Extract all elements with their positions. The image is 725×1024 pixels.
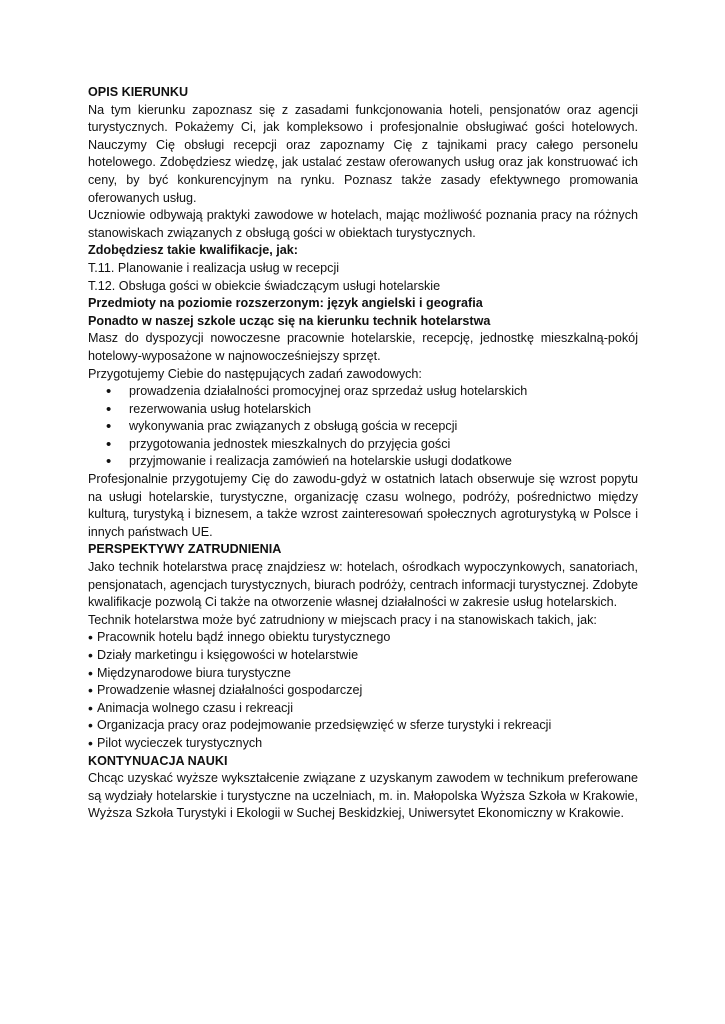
list-item: • przygotowania jednostek mieszkalnych do przyjęcia gości [88,436,638,454]
tasks-list [88,383,638,471]
continuation-paragraph: Chcąc uzyskać wyższe wykształcenie związane z uzyskanym zawodem w technikum preferowane są wydziały hotelarskie i turystyczne na uczelniach, m. in. Małopolska Wyższa Szkoła w Krakowie, Wyższa Szkoła Turystyki i Ekologii w Suchej Beskidzkiej, Uniwersytet Ekonomiczny w Krakowie. [88,771,638,821]
document-page [88,84,638,823]
section-heading-perspektywy: PERSPEKTYWY ZATRUDNIENIA [88,542,282,557]
description-paragraph: Na tym kierunku zapoznasz się z zasadami funkcjonowania hoteli, pensjonatów oraz agencji turystycznych. Pokażemy Ci, jak kompleksowo i profesjonalnie obsługiwać gości hotelowych. Nauczymy Cię obsługi recepcji oraz zapoznamy Cię z tajnikami pracy całego personelu hotelowego. Zdobędziesz wiedzę, jak ustalać zestaw oferowanych usług oraz jak konstruować ich ceny, by być konkurencyjnym na rynku. Poznasz także zasady efektywnego promowania oferowanych usług. [88,102,638,205]
tasks-intro: Przygotujemy Ciebie do następujących zadań zawodowych: [88,366,422,381]
list-item: • Prowadzenie własnej działalności gospodarczej [88,682,638,700]
list-item: • prowadzenia działalności promocyjnej oraz sprzedaż usług hotelarskich [88,383,638,401]
list-item: • Animacja wolnego czasu i rekreacji [88,700,638,718]
qualifications-heading: Zdobędziesz takie kwalifikacje, jak: [88,243,298,258]
employment-paragraph: Jako technik hotelarstwa pracę znajdziesz w: hotelach, ośrodkach wypoczynkowych, sanatoriach, pensjonatach, agencjach turystycznych, biurach podróży, centrach informacji turystycznej. Zdobyte kwalifikacje pozwolą Ci także na otworzenie własnej działalności w zakresie usług hotelarskich. [88,560,638,610]
list-item: • przyjmowanie i realizacja zamówień na hotelarskie usługi dodatkowe [88,453,638,471]
list-item: • Pracownik hotelu bądź innego obiektu turystycznego [88,629,638,647]
moreover-heading: Ponadto w naszej szkole ucząc się na kierunku technik hotelarstwa [88,313,491,328]
list-item: • Międzynarodowe biura turystyczne [88,665,638,683]
list-item: • Organizacja pracy oraz podejmowanie przedsięwzięć w sferze turystyki i rekreacji [88,717,638,735]
internship-paragraph: Uczniowie odbywają praktyki zawodowe w hotelach, mając możliwość poznania pracy na różnych stanowiskach związanych z obsługą gości w obiektach turystycznych. [88,208,638,240]
list-item: • Pilot wycieczek turystycznych [88,735,638,753]
list-item: • rezerwowania usług hotelarskich [88,401,638,419]
list-item: • wykonywania prac związanych z obsługą gościa w recepcji [88,418,638,436]
list-item: • Działy marketingu i księgowości w hotelarstwie [88,647,638,665]
qualification-t11: T.11. Planowanie i realizacja usług w recepcji [88,260,340,275]
section-heading-opis-kierunku: OPIS KIERUNKU [88,85,189,99]
positions-intro: Technik hotelarstwa może być zatrudniony w miejscach pracy i na stanowiskach takich, jak: [88,612,597,627]
qualification-t12: T.12. Obsługa gości w obiekcie świadczącym usługi hotelarskie [88,278,441,293]
demand-paragraph: Profesjonalnie przygotujemy Cię do zawodu-gdyż w ostatnich latach obserwuje się wzrost popytu na usługi hotelarskie, turystyczne, organizację czasu wolnego, podróży, pośrednictwo między kulturą, turystyką i biznesem, a także wzrost zainteresowań społecznych agroturystyką w Polsce i innych państwach UE. [88,472,638,539]
facilities-paragraph: Masz do dyspozycji nowoczesne pracownie hotelarskie, recepcję, jednostkę mieszkalną-pokój hotelowy-wyposażone w najnowocześniejszy sprzęt. [88,331,638,363]
positions-list [88,629,638,752]
section-heading-kontynuacja: KONTYNUACJA NAUKI [88,753,228,768]
extended-subjects: Przedmioty na poziomie rozszerzonym: język angielski i geografia [88,296,483,311]
